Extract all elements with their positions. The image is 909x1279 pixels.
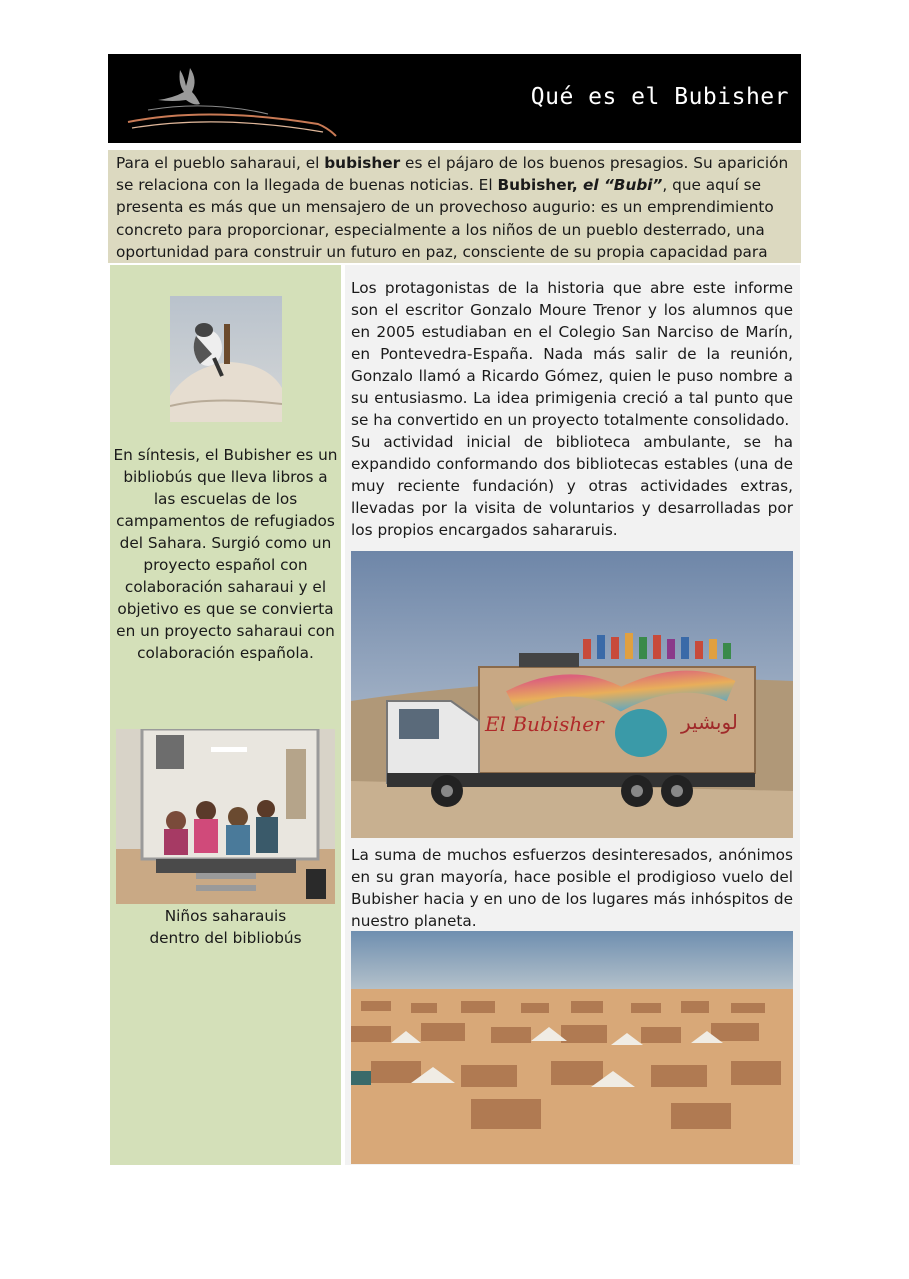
bird-logo-icon: [118, 62, 348, 140]
truck-sign-latin: El Bubisher: [485, 712, 604, 736]
left-summary: En síntesis, el Bubisher es un bibliobús que lleva libros a las escuelas de los campamentos de refugiados del Sahara. Surgió como un proyecto español con colaboración saharaui y el objetivo es que se convierta en un proyecto saharaui con colaboración española.: [113, 446, 338, 662]
intro-bold-term: bubisher: [324, 154, 401, 172]
page-title: Qué es el Bubisher: [530, 84, 789, 110]
photo-caption: Niños saharauis dentro del bibliobús: [149, 907, 302, 947]
bird-photo: [170, 296, 282, 422]
refugee-camp-photo: [351, 931, 793, 1164]
effort-paragraph: La suma de muchos esfuerzos desinteresados, anónimos en su gran mayoría, hace posible el prodigioso vuelo del Bubisher hacia y en uno de los lugares más inhóspitos de nuestro planeta.: [351, 846, 793, 930]
truck-sign-arabic: لوبشير: [681, 710, 738, 734]
header-banner: [108, 54, 801, 143]
children-in-bus-photo: [116, 729, 335, 904]
history-paragraph: Los protagonistas de la historia que abre este informe son el escritor Gonzalo Moure Trenor y los alumnos que en 2005 estudiaban en el Colegio San Narciso de Marín, en Pontevedra-España. Nada más salir de la reunión, Gonzalo llamó a Ricardo Gómez, quien le puso nombre a su entusiasmo. La idea primigenia creció a tal punto que se ha convertido en un proyecto totalmente consolidado. Su actividad inicial de biblioteca ambulante, se ha expandido conformando dos bibliotecas estables (una de muy reciente fundación) y otras actividades extras, llevadas por la visita de voluntarios y desarrolladas por los propios encargados sahararuis.: [351, 279, 793, 539]
intro-paragraph: Para el pueblo saharaui, el bubisher es el pájaro de los buenos presagios. Su aparición se relaciona con la llegada de buenas noticias. El Bubisher, el “Bubi”, que aquí se presenta es más que un mensajero de un provechoso augurio: es un emprendimiento concreto para proporcionar, especialmente a los niños de un pueblo desterrado, una oportunidad para construir un futuro en paz, consciente de su propia capacidad para: [108, 150, 801, 263]
bibliobus-truck-photo: [351, 551, 793, 838]
